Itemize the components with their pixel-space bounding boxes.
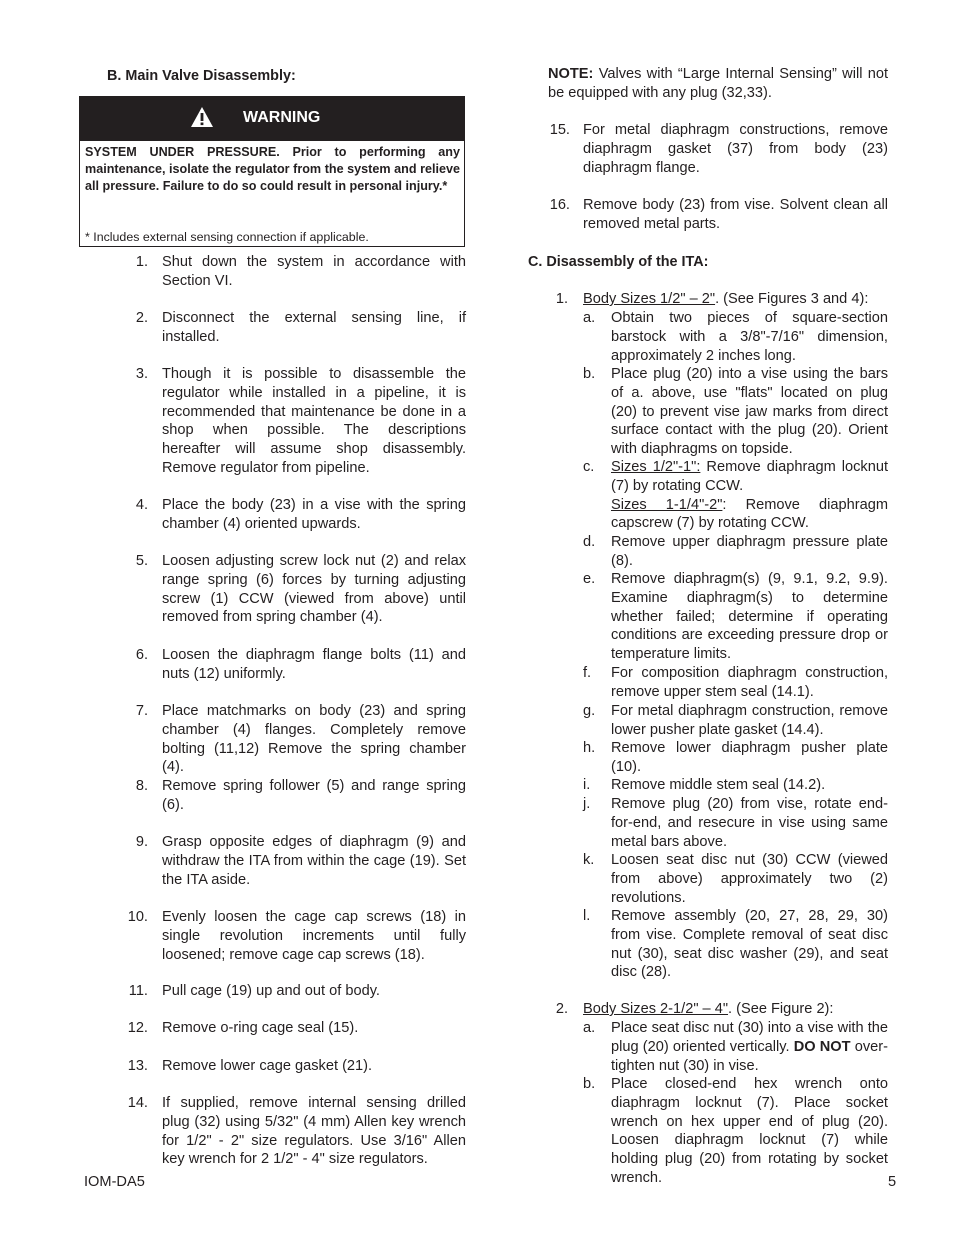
item-text (611, 1019, 888, 1075)
item-text: Remove lower diaphragm pusher plate (10). (611, 740, 888, 775)
item-letter: j. (583, 796, 591, 812)
item-letter: a. (583, 1020, 596, 1036)
item-text: Remove diaphragm(s) (9, 9.1, 9.2, 9.9). Examine diaphragm(s) to determine whether failed; determine if operating conditions are exceeding pressure drop or temperature limits. (611, 571, 888, 663)
step-number: 6. (135, 647, 148, 663)
item-text: Loosen seat disc nut (30) CCW (viewed from above) approximately two (2) revolutions. (611, 852, 888, 906)
note (548, 65, 888, 103)
item-text: Place closed-end hex wrench onto diaphragm locknut (7). Place socket wrench on hex upper end of plug (20). Loosen diaphragm locknut (7) while holding plug (20) from rotating by socket wrench. (611, 1076, 888, 1186)
footer-doc-id: IOM-DA5 (84, 1174, 145, 1190)
item-text: For metal diaphragm construction, remove lower pusher plate gasket (14.4). (611, 703, 888, 738)
item-text: Remove plug (20) from vise, rotate end-for-end, and resecure in vise using same metal bars above. (611, 796, 888, 850)
item-text: For composition diaphragm construction, remove upper stem seal (14.1). (611, 665, 888, 700)
size-range: Sizes 1-1/4"-2" (611, 496, 723, 513)
item-instruction: over-tighten nut (30) in vise. (611, 1038, 888, 1074)
section-b-heading: B. Main Valve Disassembly: (107, 68, 296, 84)
item-letter: d. (583, 534, 596, 550)
item-letter: g. (583, 703, 596, 719)
step-number: 2. (135, 310, 148, 326)
item-letter: c. (583, 459, 595, 475)
warning-triangle-icon (190, 106, 214, 128)
ita-2-ref: . (See Figure 2): (728, 1001, 834, 1017)
item-letter: b. (583, 366, 596, 382)
step-text: Though it is possible to disassemble the regulator while installed in a pipeline, it is recommended that maintenance be done in a shop when possible. The descriptions hereafter will assume shop disassembly. Remove regulator from pipeline. (162, 366, 466, 476)
step-number: 8. (135, 778, 148, 794)
item-text: Place plug (20) into a vise using the bars of a. above, use "flats" located on plug (20) to prevent vise jaw marks from direct surface contact with the plug (20). Orient with diaphragms on topside. (611, 366, 888, 458)
item-instruction: Remove diaphragm locknut (7) by rotating CCW. (611, 459, 888, 494)
item-letter: l. (583, 908, 591, 924)
step-number: 9. (135, 834, 148, 850)
ita-1-title (583, 290, 888, 309)
step-text: Remove lower cage gasket (21). (162, 1058, 373, 1074)
item-instruction: Place seat disc nut (30) into a vise with the plug (20) oriented vertically. (611, 1020, 888, 1055)
step-number: 11. (128, 983, 148, 999)
step-text: Evenly loosen the cage cap screws (18) in single revolution increments until fully loosened; remove cage cap screws (18). (162, 909, 466, 963)
step-text: Place the body (23) in a vise with the spring chamber (4) oriented upwards. (162, 497, 466, 532)
step-number: 14. (127, 1095, 148, 1111)
step-number: 12. (127, 1020, 148, 1036)
footer-page-number: 5 (888, 1174, 897, 1190)
item-text (611, 458, 888, 533)
item-letter: f. (583, 665, 592, 681)
step-text: Remove o-ring cage seal (15). (162, 1020, 359, 1036)
item-text: Remove assembly (20, 27, 28, 29, 30) from vise. Complete removal of seat disc nut (30), seat disc washer (29), and seat disc (28). (611, 908, 888, 981)
step-number: 7. (135, 703, 148, 719)
warning-footnote: * Includes external sensing connection if applicable. (85, 230, 369, 244)
item-instruction: : Remove diaphragm capscrew (7) by rotating CCW. (611, 496, 888, 532)
item-letter: e. (583, 571, 596, 587)
item-letter: b. (583, 1076, 596, 1092)
note-text: Valves with “Large Internal Sensing” will not be equipped with any plug (32,33). (548, 66, 888, 101)
caution-text: DO NOT (793, 1038, 851, 1055)
warning-header (80, 97, 464, 141)
item-text: Remove upper diaphragm pressure plate (8). (611, 534, 888, 569)
ita-1-number: 1. (555, 291, 568, 307)
step-text: Place matchmarks on body (23) and spring chamber (4) flanges. Completely remove bolting (11,12) Remove the spring chamber (4). (162, 703, 466, 776)
item-letter: a. (583, 310, 596, 326)
size-range: Sizes 1/2"-1": (611, 459, 701, 475)
ita-1-size: Body Sizes 1/2" – 2" (583, 291, 716, 307)
section-c-heading: C. Disassembly of the ITA: (528, 254, 709, 270)
step-text: Shut down the system in accordance with Section VI. (162, 254, 466, 289)
step-number: 3. (135, 366, 148, 382)
warning-text: SYSTEM UNDER PRESSURE. Prior to performing any maintenance, isolate the regulator from the system and relieve all pressure. Failure to do so could result in personal injury.* (85, 145, 460, 193)
step-text: Loosen adjusting screw lock nut (2) and relax range spring (6) forces by turning adjusting screw (1) CCW (viewed from above) until removed from spring chamber (4). (162, 553, 466, 626)
step-text: Pull cage (19) up and out of body. (162, 983, 380, 999)
step-text: Disconnect the external sensing line, if installed. (162, 310, 466, 345)
step-text: Remove spring follower (5) and range spring (6). (162, 778, 466, 813)
step-number: 5. (135, 553, 148, 569)
step-number: 15. (549, 122, 570, 138)
warning-box (79, 96, 465, 247)
step-text: If supplied, remove internal sensing drilled plug (32) using 5/32" (4 mm) Allen key wrench for 1/2" - 2" size regulators. Use 3/16" Allen key wrench for 2 1/2" - 4" size regulators. (162, 1095, 466, 1168)
item-letter: k. (583, 852, 595, 868)
ita-2-size: Body Sizes 2-1/2" – 4" (583, 1001, 729, 1017)
step-number: 16. (549, 197, 570, 213)
item-text: Remove middle stem seal (14.2). (611, 777, 826, 793)
step-text: For metal diaphragm constructions, remove diaphragm gasket (37) from body (23) diaphragm flange. (583, 122, 888, 176)
step-number: 4. (135, 497, 148, 513)
step-number: 13. (127, 1058, 148, 1074)
step-number: 10. (127, 909, 148, 925)
item-letter: h. (583, 740, 596, 756)
warning-title: WARNING (243, 109, 321, 126)
ita-2-title (583, 1000, 888, 1019)
step-text: Grasp opposite edges of diaphragm (9) and withdraw the ITA from within the cage (19). Set the ITA aside. (162, 834, 466, 888)
ita-2-number: 2. (555, 1001, 568, 1017)
item-text: Obtain two pieces of square-section barstock with a 3/8"-7/16" dimension, approximately 2 inches long. (611, 310, 888, 364)
step-text: Loosen the diaphragm flange bolts (11) and nuts (12) uniformly. (162, 647, 466, 682)
step-text: Remove body (23) from vise. Solvent clean all removed metal parts. (583, 197, 888, 232)
note-label: NOTE: (548, 66, 594, 82)
ita-1-ref: . (See Figures 3 and 4): (715, 291, 869, 307)
item-letter: i. (583, 777, 591, 793)
step-number: 1. (135, 254, 148, 270)
